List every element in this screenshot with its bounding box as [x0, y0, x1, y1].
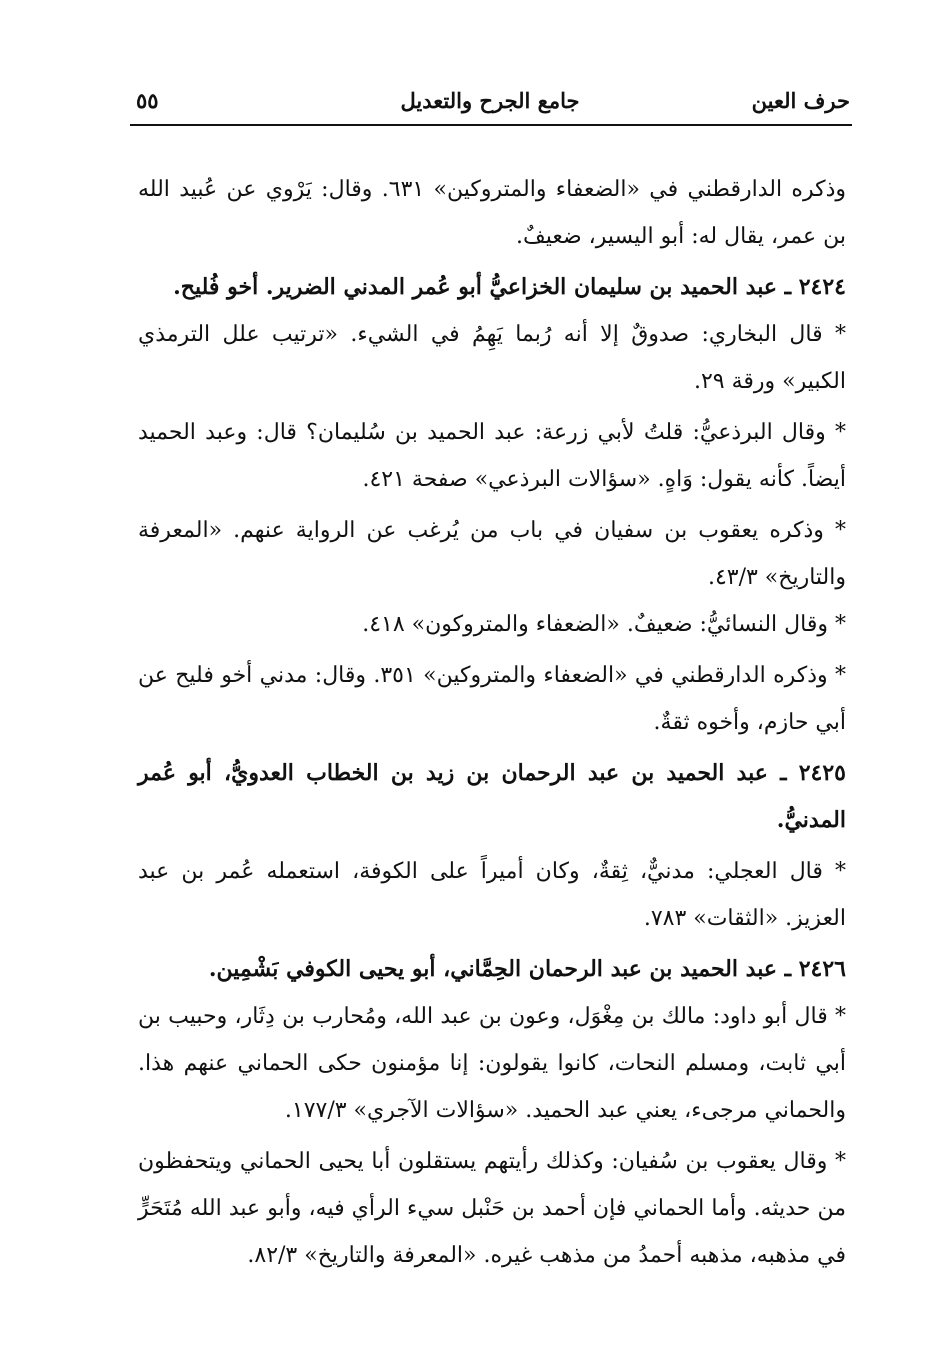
chapter-title: حرف العين: [751, 88, 850, 113]
paragraph: * وقال النسائيُّ: ضعيفٌ. «الضعفاء والمتروكون» ٤١٨.: [362, 612, 846, 637]
paragraph: * قال أبو داود: مالك بن مِغْوَل، وعون بن عبد الله، ومُحارب بن دِثَار، وحبيب بن أبي ثابت، ومسلم النحات، كانوا يقولون: إنا مؤمنون حكى الحماني عنهم هذا. والحماني مرجىء، يعني عبد الحميد. «سؤالات الآجري» ١٧٧/٣.: [138, 1004, 846, 1123]
book-title: جامع الجرح والتعديل: [400, 88, 580, 113]
paragraph: * وذكره يعقوب بن سفيان في باب من يُرغب عن الرواية عنهم. «المعرفة والتاريخ» ٤٣/٣.: [138, 518, 846, 590]
paragraph: * وقال البرذعيُّ: قلتُ لأبي زرعة: عبد الحميد بن سُليمان؟ قال: وعبد الحميد أيضاً. كأنه يقول: وَاهٍ. «سؤالات البرذعي» صفحة ٤٢١.: [138, 420, 846, 492]
entry-heading-2424: ٢٤٢٤ ـ عبد الحميد بن سليمان الخزاعيُّ أبو عُمر المدني الضرير. أخو فُليح.: [173, 274, 846, 300]
paragraph: * وذكره الدارقطني في «الضعفاء والمتروكين» ٣٥١. وقال: مدني أخو فليح عن أبي حازم، وأخوه ثقةٌ.: [138, 663, 846, 735]
page-number: ٥٥: [136, 88, 159, 113]
entry-heading-2426: ٢٤٢٦ ـ عبد الحميد بن عبد الرحمان الحِمَّاني، أبو يحيى الكوفي بَشْمِين.: [208, 956, 846, 982]
entry-heading-2425: ٢٤٢٥ ـ عبد الحميد بن عبد الرحمان بن زيد بن الخطاب العدويُّ، أبو عُمر المدنيُّ.: [138, 760, 846, 833]
running-header: [130, 82, 850, 122]
paragraph: * قال البخاري: صدوقٌ إلا أنه رُبما يَهِمُ في الشيء. «ترتيب علل الترمذي الكبير» ورقة ٢٩.: [138, 322, 846, 394]
paragraph: وذكره الدارقطني في «الضعفاء والمتروكين» ٦٣١. وقال: يَرْوي عن عُبيد الله بن عمر، يقال له: أبو اليسير، ضعيفٌ.: [138, 177, 846, 249]
paragraph: * وقال يعقوب بن سُفيان: وكذلك رأيتهم يستقلون أبا يحيى الحماني ويتحفظون من حديثه. وأما الحماني فإن أحمد بن حَنْبل سيء الرأي فيه، وأبو عبد الله مُتَحَرٍّ في مذهبه، مذهبه أحمدُ من مذهب غيره. «المعرفة والتاريخ» ٨٢/٣.: [138, 1149, 846, 1268]
header-rule: [130, 124, 852, 126]
paragraph: * قال العجلي: مدنيٌّ، ثِقةٌ، وكان أميراً على الكوفة، استعمله عُمر بن عبد العزيز. «الثقات» ٧٨٣.: [138, 859, 846, 931]
page-body: [138, 166, 846, 1279]
